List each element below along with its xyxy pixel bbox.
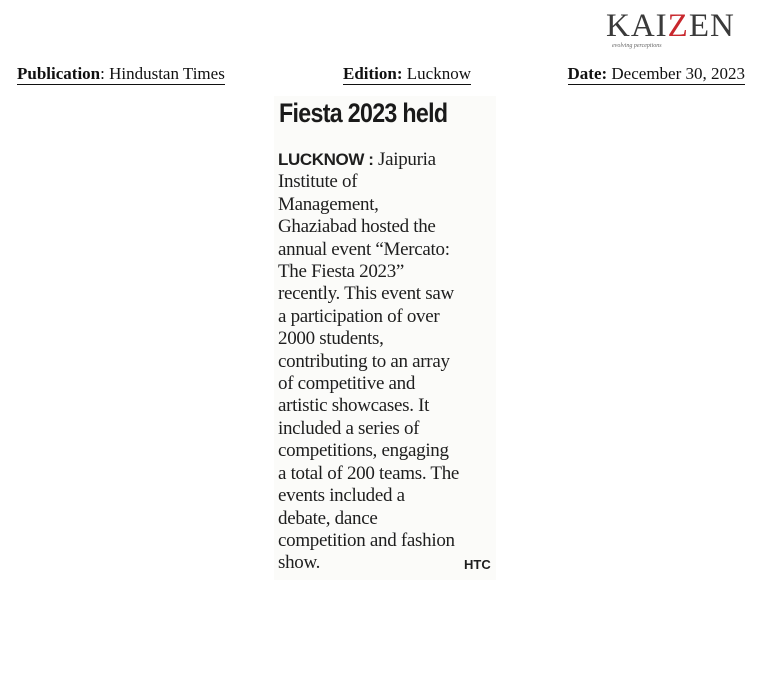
publication-value: : Hindustan Times <box>100 64 225 83</box>
logo-tagline: evolving perceptions <box>612 43 662 49</box>
article-line: a total of 200 teams. The <box>278 462 460 484</box>
newspaper-clipping <box>274 96 496 580</box>
article-line: 2000 students, <box>278 328 384 350</box>
article-line: debate, dance <box>278 507 378 529</box>
article-line: competitions, engaging <box>278 440 449 462</box>
article-line <box>278 149 500 171</box>
article-body <box>278 149 500 575</box>
logo-wordmark <box>606 6 735 46</box>
edition-info <box>343 64 471 85</box>
kaizen-logo <box>604 6 754 50</box>
date-value: December 30, 2023 <box>607 64 745 83</box>
article-line: annual event “Mercato: <box>278 238 450 260</box>
article-line: show. <box>278 552 321 574</box>
article-line: competition and fashion <box>278 529 455 551</box>
article-line: artistic showcases. It <box>278 395 430 417</box>
date-label: Date: <box>567 64 608 83</box>
edition-value: Lucknow <box>402 64 471 83</box>
article-line: a participation of over <box>278 305 440 327</box>
article-line: events included a <box>278 485 405 507</box>
article-byline: HTC <box>464 557 491 572</box>
article-line: The Fiesta 2023” <box>278 261 405 283</box>
clipping-meta-row <box>17 64 745 86</box>
date-info <box>568 64 746 85</box>
logo-text-end: EN <box>688 8 735 44</box>
article-line: Management, <box>278 193 379 215</box>
article-line: recently. This event saw <box>278 283 454 305</box>
publication-label: Publication <box>17 64 101 83</box>
article-headline: Fiesta 2023 held <box>279 98 448 128</box>
edition-label: Edition: <box>343 64 403 83</box>
article-line: Ghaziabad hosted the <box>278 216 436 238</box>
article-dateline: LUCKNOW : <box>278 150 374 169</box>
article-line: of competitive and <box>278 373 416 395</box>
publication-info <box>17 64 225 85</box>
logo-text-accent: Z <box>667 8 689 44</box>
article-line: included a series of <box>278 417 420 439</box>
article-line: Institute of <box>278 171 358 193</box>
logo-text-start: KAI <box>606 8 668 44</box>
article-line: contributing to an array <box>278 350 450 372</box>
article-line-text: Jaipuria <box>373 149 436 170</box>
